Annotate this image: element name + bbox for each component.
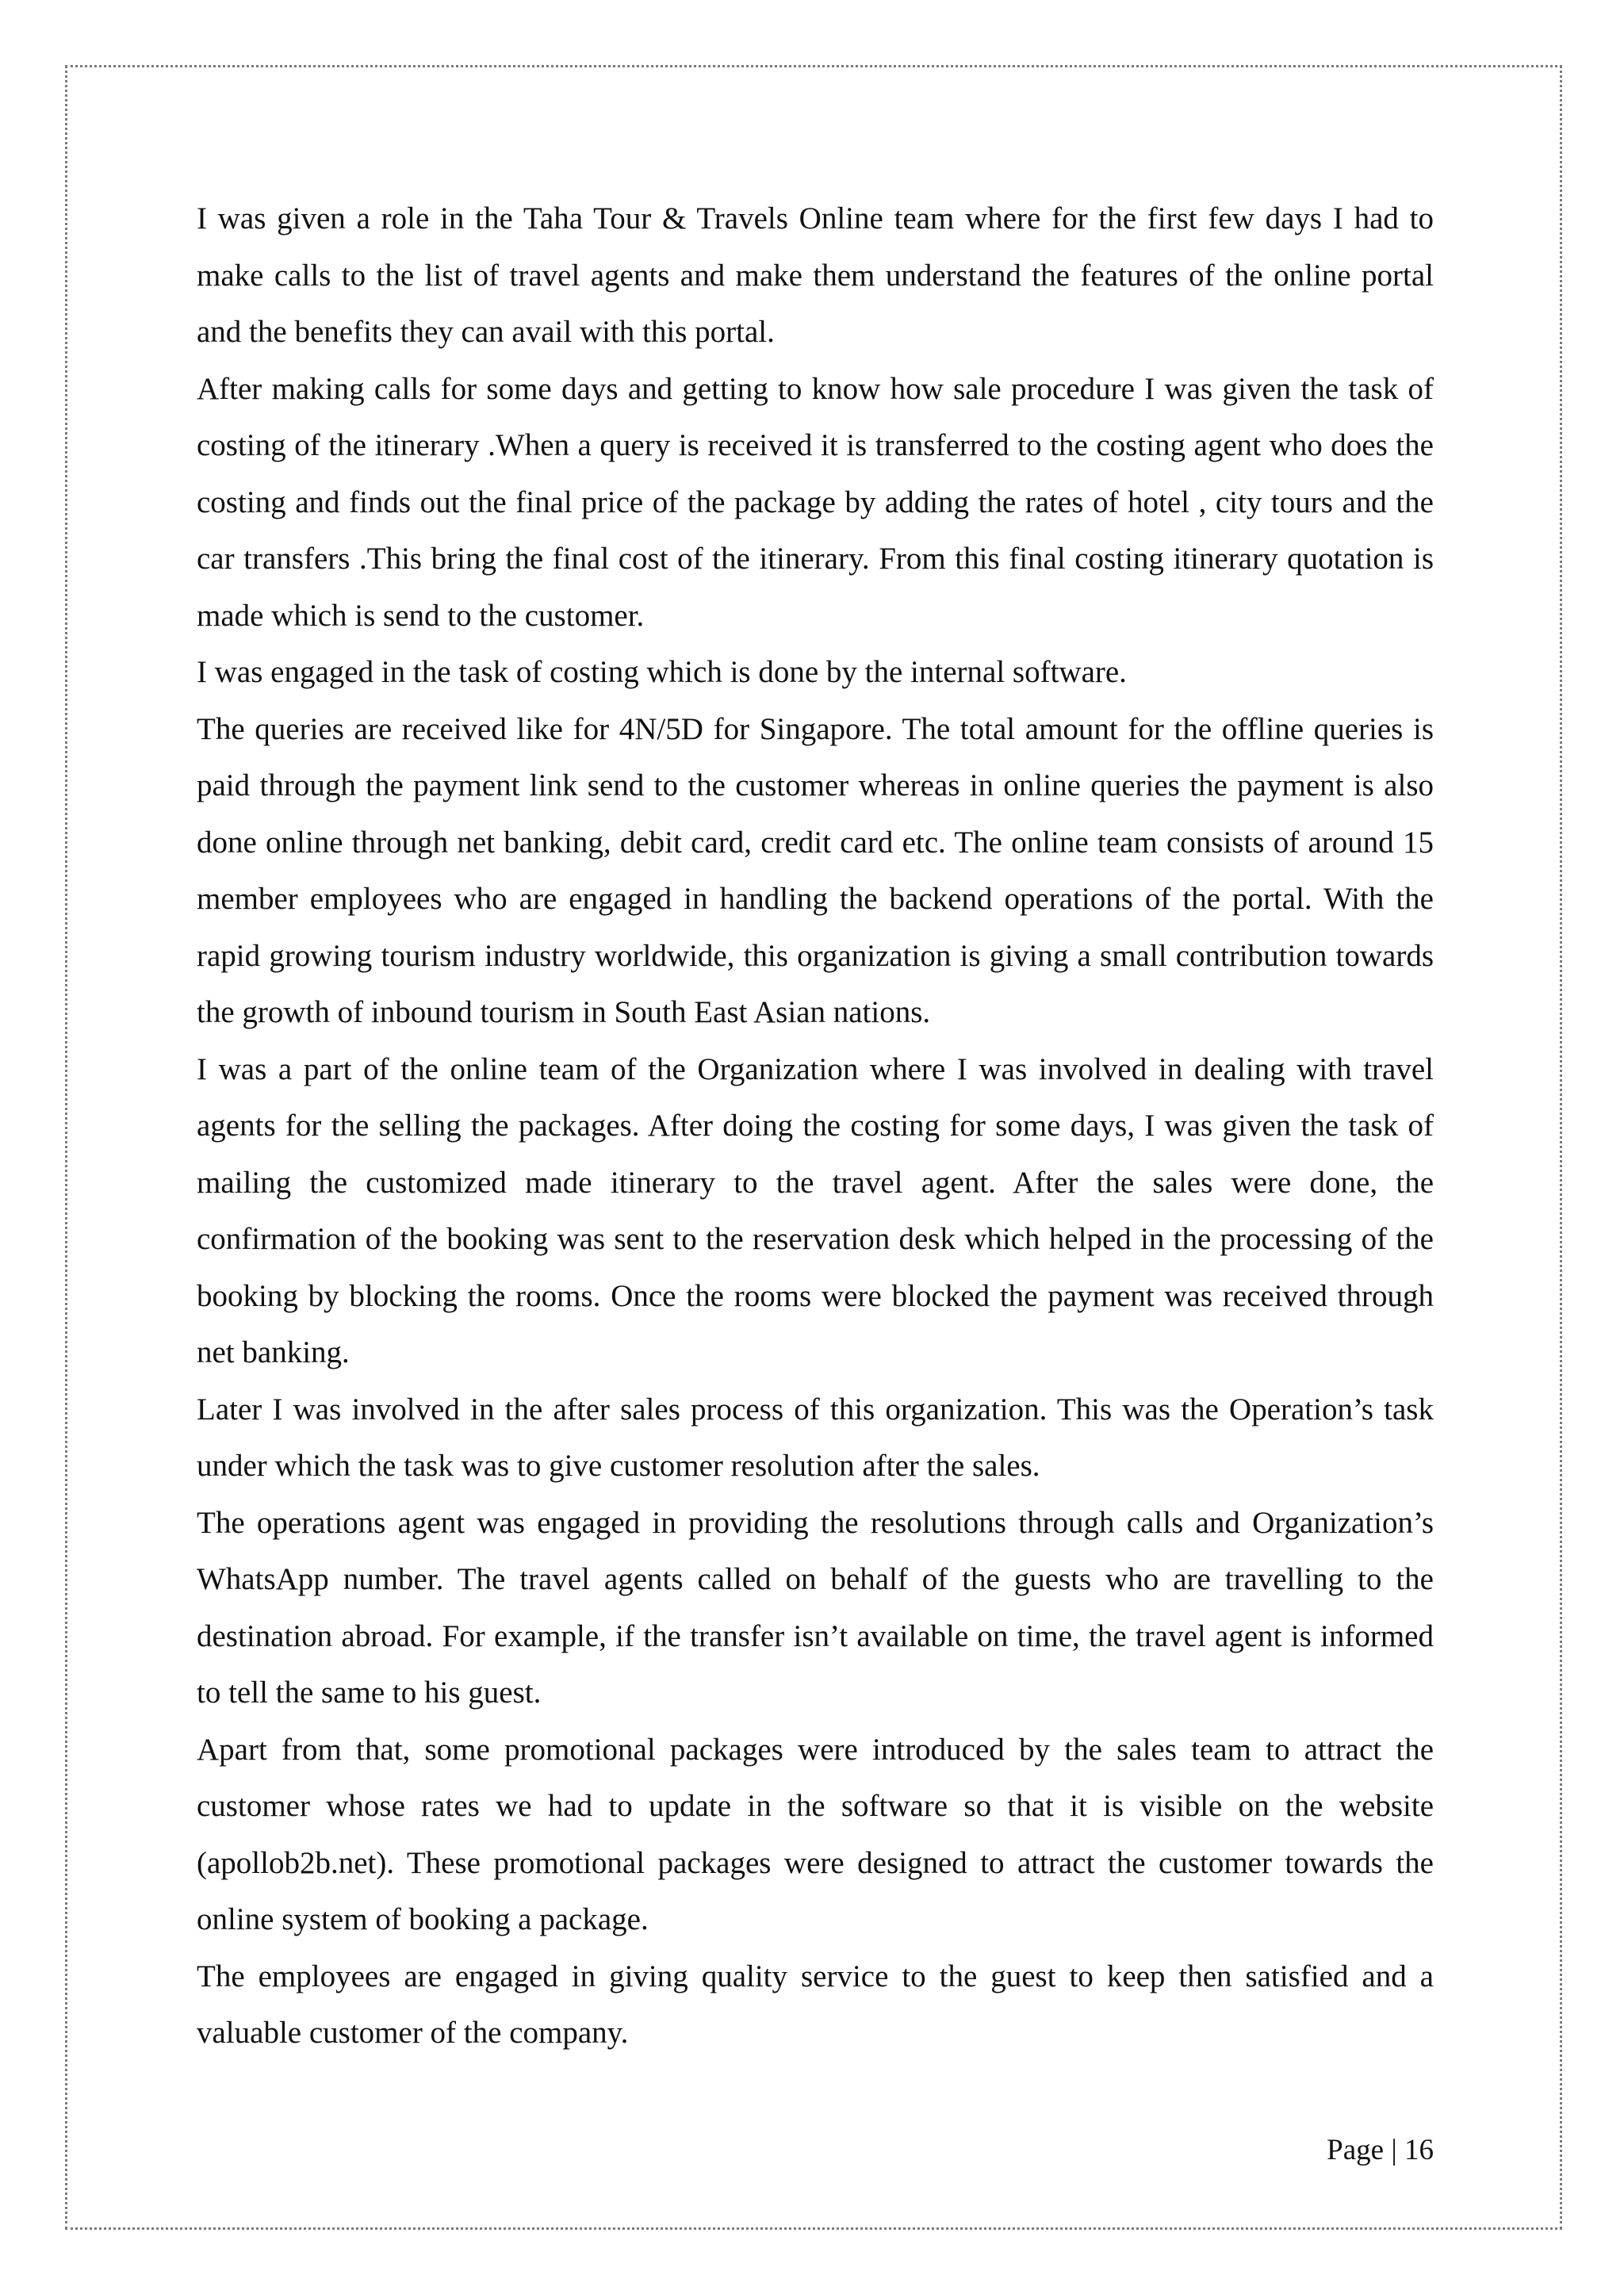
page-number: Page | 16 <box>1327 2134 1434 2166</box>
paragraph-3: I was engaged in the task of costing which is done by the internal software. <box>197 655 1127 689</box>
paragraph-4: The queries are received like for 4N/5D for Singapore. The total amount for the offline queries is paid through the payment link send to the customer whereas in online queries the payment is also done online through net banking, debit card, credit card etc. The online team consists of around 15 member employees who are engaged in handling the backend operations of the portal. With the rapid growing tourism industry worldwide, this organization is giving a small contribution towards the growth of inbound tourism in South East Asian nations. <box>197 711 1434 1029</box>
paragraph-9: The employees are engaged in giving quality service to the guest to keep then satisfied and a valuable customer of the company. <box>197 1959 1434 2050</box>
paragraph-8: Apart from that, some promotional packages were introduced by the sales team to attract the customer whose rates we had to update in the software so that it is visible on the website (apollob2b.net). These promotional packages were designed to attract the customer towards the online system of booking a package. <box>197 1732 1434 1936</box>
paragraph-5: I was a part of the online team of the Organization where I was involved in dealing with travel agents for the selling the packages. After doing the costing for some days, I was given the task of mailing the customized made itinerary to the travel agent. After the sales were done, the confirmation of the booking was sent to the reservation desk which helped in the processing of the booking by blocking the rooms. Once the rooms were blocked the payment was received through net banking. <box>197 1051 1434 1369</box>
document-body <box>197 190 1434 2062</box>
paragraph-2: After making calls for some days and getting to know how sale procedure I was given the task of costing of the itinerary .When a query is received it is transferred to the costing agent who does the costing and finds out the final price of the package by adding the rates of hotel , city tours and the car transfers .This bring the final cost of the itinerary. From this final costing itinerary quotation is made which is send to the customer. <box>197 371 1434 633</box>
paragraph-1: I was given a role in the Taha Tour & Travels Online team where for the first few days I had to make calls to the list of travel agents and make them understand the features of the online portal and the benefits they can avail with this portal. <box>197 201 1434 349</box>
paragraph-7: The operations agent was engaged in providing the resolutions through calls and Organization’s WhatsApp number. The travel agents called on behalf of the guests who are travelling to the destination abroad. For example, if the transfer isn’t available on time, the travel agent is informed to tell the same to his guest. <box>197 1505 1434 1710</box>
paragraph-6: Later I was involved in the after sales process of this organization. This was the Operation’s task under which the task was to give customer resolution after the sales. <box>197 1392 1434 1483</box>
